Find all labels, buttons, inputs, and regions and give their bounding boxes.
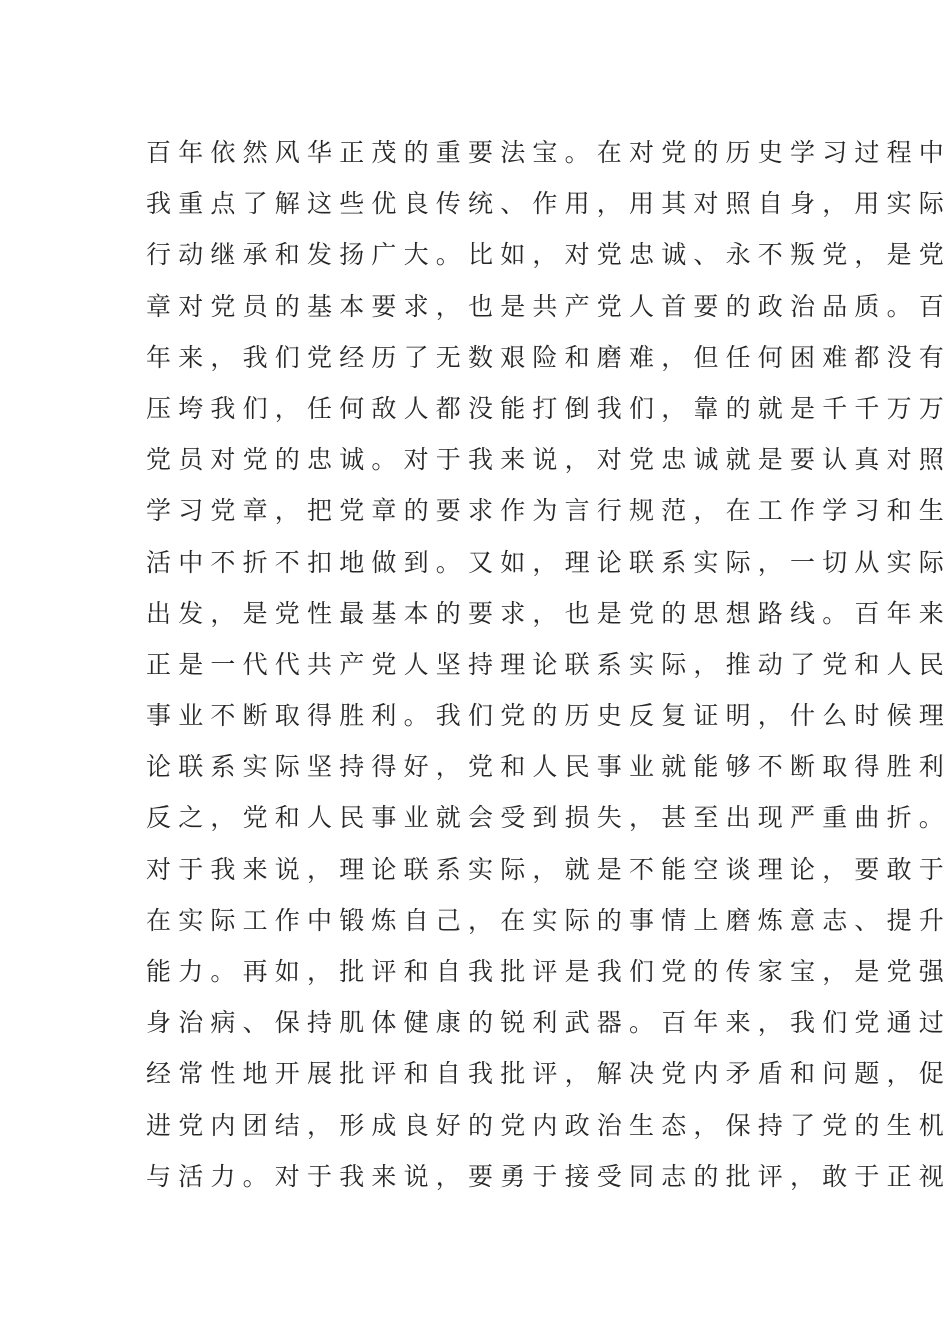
text-line: 经常性地开展批评和自我批评，解决党内矛盾和问题，促 bbox=[146, 1059, 951, 1089]
text-line: 行动继承和发扬广大。比如，对党忠诚、永不叛党，是党 bbox=[146, 240, 951, 270]
text-line: 反之，党和人民事业就会受到损失，甚至出现严重曲折。 bbox=[146, 803, 951, 833]
text-line: 压垮我们，任何敌人都没能打倒我们，靠的就是千千万万 bbox=[146, 393, 951, 423]
text-line: 章对党员的基本要求，也是共产党人首要的政治品质。百 bbox=[146, 291, 951, 321]
text-line: 学习党章，把党章的要求作为言行规范，在工作学习和生 bbox=[146, 496, 951, 526]
text-line: 与活力。对于我来说，要勇于接受同志的批评，敢于正视 bbox=[146, 1161, 951, 1191]
text-line: 事业不断取得胜利。我们党的历史反复证明，什么时候理 bbox=[146, 701, 951, 731]
body-text bbox=[146, 127, 951, 1202]
text-line: 党员对党的忠诚。对于我来说，对党忠诚就是要认真对照 bbox=[146, 445, 951, 475]
text-line: 论联系实际坚持得好，党和人民事业就能够不断取得胜利 bbox=[146, 752, 951, 782]
text-line: 在实际工作中锻炼自己，在实际的事情上磨炼意志、提升 bbox=[146, 905, 951, 935]
text-line: 年来，我们党经历了无数艰险和磨难，但任何困难都没有 bbox=[146, 342, 951, 372]
text-line: 身治病、保持肌体健康的锐利武器。百年来，我们党通过 bbox=[146, 1008, 951, 1038]
text-line: 对于我来说，理论联系实际，就是不能空谈理论，要敢于 bbox=[146, 854, 951, 884]
text-line: 能力。再如，批评和自我批评是我们党的传家宝，是党强 bbox=[146, 957, 951, 986]
text-line: 正是一代代共产党人坚持理论联系实际，推动了党和人民 bbox=[146, 649, 951, 679]
text-line: 活中不折不扣地做到。又如，理论联系实际，一切从实际 bbox=[146, 547, 951, 577]
text-line: 百年依然风华正茂的重要法宝。在对党的历史学习过程中 bbox=[146, 138, 951, 167]
text-line: 我重点了解这些优良传统、作用，用其对照自身，用实际 bbox=[146, 189, 951, 219]
text-line: 出发，是党性最基本的要求，也是党的思想路线。百年来 bbox=[146, 598, 951, 628]
text-line: 进党内团结，形成良好的党内政治生态，保持了党的生机 bbox=[146, 1110, 951, 1140]
